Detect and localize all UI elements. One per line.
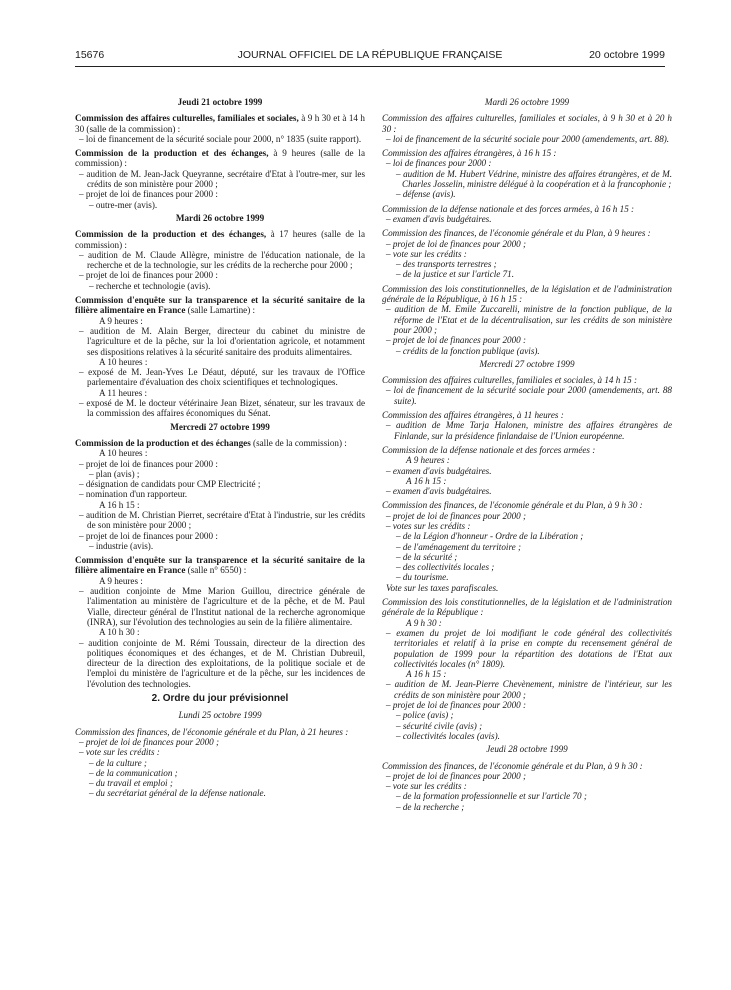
commission-line: Commission des affaires étrangères, à 16 h 15 : (382, 148, 557, 159)
time-line: A 10 heures : (99, 448, 148, 459)
commission-details: (salle de la commission) : (250, 437, 347, 448)
agenda-item: – examen d'avis budgétaires. (386, 486, 492, 497)
commission-line (75, 295, 365, 316)
day-heading: Mardi 26 octobre 1999 (484, 97, 570, 107)
commission-details: (salle Lamartine) : (185, 305, 256, 316)
agenda-item: – examen du projet de loi modifiant le code général des collectivités territoriales et relatif à la prise en compte du recensement général de population de 1999 pour la répartition des dotations de l'Etat aux collectivités locales (n° 1809). (386, 627, 672, 669)
commission-name: Commission de la production et des échanges, (75, 148, 269, 159)
agenda-subitem: – industrie (avis). (89, 540, 154, 551)
time-line: A 16 h 15 : (406, 475, 447, 486)
agenda-subitem: – collectivités locales (avis). (396, 730, 500, 741)
agenda-item: – projet de loi de finances pour 2000 : (79, 458, 218, 469)
agenda-subitem: – du tourisme. (396, 572, 449, 583)
agenda-item: – projet de loi de finances pour 2000 : (386, 335, 527, 346)
agenda-item: – projet de loi de finances pour 2000 ; (386, 770, 527, 781)
agenda-subitem: – des collectivités locales ; (396, 562, 495, 573)
time-line: A 10 h 30 : (99, 627, 140, 638)
commission-line: Commission des finances, de l'économie générale et du Plan, à 9 h 30 : (382, 760, 643, 771)
commission-details: à 17 heures (salle de la commission) : (75, 229, 366, 250)
agenda-subitem: – de la Légion d'honneur - Ordre de la Libération ; (396, 531, 584, 542)
commission-line: Commission des finances, de l'économie générale et du Plan, à 21 heures : (75, 726, 349, 737)
day-heading: Mardi 26 octobre 1999 (175, 212, 265, 223)
agenda-subitem: – de la recherche ; (396, 801, 465, 812)
agenda-item: – désignation de candidats pour CMP Electricité ; (79, 479, 261, 490)
commission-name: Commission de la production et des échanges, (75, 229, 267, 240)
agenda-subitem: – des transports terrestres ; (396, 259, 497, 270)
time-line: A 11 heures : (99, 387, 148, 398)
commission-line: Commission des affaires culturelles, familiales et sociales, à 9 h 30 et à 20 h 30 : (382, 113, 672, 134)
agenda-item: – exposé de M. Jean-Yves Le Déaut, député, sur les travaux de l'Office parlementaire d'évaluation des choix scientifiques et technologiques. (79, 367, 365, 388)
agenda-item: – examen d'avis budgétaires. (386, 465, 492, 476)
page-header (75, 49, 665, 63)
agenda-subitem: – défense (avis). (396, 189, 456, 200)
agenda-item: – projet de loi de finances pour 2000 : (386, 700, 527, 711)
agenda-subitem: – de l'aménagement du territoire ; (396, 541, 522, 552)
commission-name: Commission de la production et des échanges (75, 437, 251, 448)
agenda-item: – loi de financement de la sécurité sociale pour 2000 (amendements, art. 88). (386, 133, 670, 144)
agenda-item: – audition de M. Jean-Pierre Chevènement, ministre de l'intérieur, sur les crédits de son ministère pour 2000 ; (386, 679, 672, 700)
commission-name: Commission d'enquête sur la transparence et la sécurité sanitaire de la filière alimentaire en France (75, 555, 365, 576)
time-line: A 10 heures : (99, 356, 148, 367)
agenda-subitem: – de la formation professionnelle et sur l'article 70 ; (396, 791, 587, 802)
issue-date: 20 octobre 1999 (589, 49, 665, 61)
day-heading: Jeudi 28 octobre 1999 (486, 744, 568, 755)
right-column (382, 94, 672, 812)
commission-name: Commission des affaires culturelles, familiales et sociales, (75, 113, 299, 124)
commission-line (75, 555, 365, 576)
agenda-item: – vote sur les crédits : (386, 781, 467, 792)
agenda-item: – loi de finances pour 2000 : (386, 158, 492, 169)
commission-line: Commission des lois constitutionnelles, de la législation et de l'administration générale de la République, à 16 h 15 : (382, 283, 672, 305)
commission-line: Commission des affaires étrangères, à 11 heures : (382, 410, 564, 421)
agenda-subitem: – de la justice et sur l'article 71. (396, 269, 515, 280)
agenda-subitem: – de la culture ; (89, 757, 147, 768)
commission-line: Commission de la défense nationale et des forces armées : (382, 444, 596, 455)
agenda-subitem: – crédits de la fonction publique (avis). (396, 345, 540, 356)
agenda-item: – examen d'avis budgétaires. (386, 213, 492, 224)
header-rule (75, 66, 665, 67)
agenda-item: – audition de M. Alain Berger, directeur du cabinet du ministre de l'agriculture et de la pêche, sur la loi d'orientation agricole, et notamment ses dispositions relatives à la sécurité sanitaire des produits alimentaires. (79, 325, 365, 357)
agenda-item: – audition conjointe de M. Rémi Toussain, directeur de la direction des politiques économiques et des échanges, et de M. Christian Dubreuil, directeur de la direction des exploitations, de la politique sociale et de l'emploi du ministère de l'agriculture et de la pêche, sur les incidences de l'évolution des technologies. (79, 637, 365, 689)
day-heading: Lundi 25 octobre 1999 (178, 710, 262, 721)
left-column (75, 94, 365, 799)
commission-line: Commission des finances, de l'économie générale et du Plan, à 9 heures : (382, 228, 651, 239)
agenda-item: – loi de financement de la sécurité sociale pour 2000, n° 1835 (suite rapport). (79, 133, 362, 144)
commission-line (75, 438, 365, 448)
agenda-subitem: – de la sécurité ; (396, 551, 458, 562)
commission-line (75, 113, 365, 134)
time-line: A 16 h 15 : (99, 499, 140, 510)
commission-name: Commission d'enquête sur la transparence et la sécurité sanitaire de la filière alimentaire en France (75, 295, 365, 316)
agenda-item: – audition de Mme Tarja Halonen, ministre des affaires étrangères de Finlande, sur la présidence finlandaise de l'Union européenne. (386, 420, 672, 441)
agenda-subitem: – du travail et emploi ; (89, 778, 173, 789)
agenda-subitem: – de la communication ; (89, 767, 178, 778)
agenda-item: – audition de M. Claude Allègre, ministre de l'éducation nationale, de la recherche et de la technologie, sur les crédits de la recherche pour 2000 ; (79, 249, 365, 271)
agenda-item: – audition de M. Jean-Jack Queyranne, secrétaire d'Etat à l'outre-mer, sur les crédits de son ministère pour 2000 ; (79, 168, 365, 190)
day-heading: Jeudi 21 octobre 1999 (177, 97, 263, 107)
agenda-item: – vote sur les crédits : (386, 248, 467, 259)
agenda-item: – projet de loi de finances pour 2000 : (79, 270, 218, 281)
page-number: 15676 (75, 49, 105, 61)
section-heading: 2. Ordre du jour prévisionnel (151, 693, 289, 705)
commission-line: Commission des affaires culturelles, familiales et sociales, à 14 h 15 : (382, 375, 638, 386)
commission-line (75, 148, 365, 169)
commission-line (75, 229, 365, 250)
commission-line: Commission des lois constitutionnelles, de la législation et de l'administration générale de la République : (382, 597, 672, 618)
agenda-item: – audition de M. Christian Pierret, secrétaire d'Etat à l'industrie, sur les crédits de son ministère pour 2000 ; (79, 509, 365, 531)
agenda-item: – projet de loi de finances pour 2000 : (79, 189, 218, 200)
agenda-subitem: – sécurité civile (avis) ; (396, 720, 483, 731)
agenda-subitem: – du secrétariat général de la défense nationale. (89, 788, 266, 799)
journal-title: JOURNAL OFFICIEL DE LA RÉPUBLIQUE FRANÇAISE (237, 49, 503, 61)
agenda-item: – nomination d'un rapporteur. (79, 489, 188, 500)
agenda-item: – projet de loi de finances pour 2000 : (79, 530, 218, 541)
agenda-item: – projet de loi de finances pour 2000 ; (79, 736, 220, 747)
commission-details: (salle n° 6550) : (185, 565, 247, 576)
agenda-subitem: – plan (avis) ; (89, 468, 140, 479)
agenda-item: – audition conjointe de Mme Marion Guillou, directrice générale de l'alimentation au ministère de l'agriculture et de la pêche, et de M. Paul Vialle, directeur général de l'Institut national de la recherche agronomique (INRA), sur l'évolution des technologies au sein de la filière alimentaire. (79, 586, 365, 627)
day-heading: Mercredi 27 octobre 1999 (479, 358, 575, 369)
commission-details: à 9 heures (salle de la commission) : (75, 148, 366, 169)
agenda-item: – exposé de M. le docteur vétérinaire Jean Bizet, sénateur, sur les travaux de la commission des affaires économiques du Sénat. (79, 398, 365, 419)
agenda-subitem: – outre-mer (avis). (89, 199, 158, 210)
time-line: A 9 heures : (99, 315, 143, 326)
day-heading: Mercredi 27 octobre 1999 (170, 421, 270, 432)
agenda-subitem: – recherche et technologie (avis). (89, 280, 211, 291)
time-line: A 16 h 15 : (406, 669, 447, 680)
time-line: A 9 h 30 : (406, 617, 442, 628)
commission-details: à 9 h 30 et à 14 h 30 (salle de la commission) : (75, 113, 365, 134)
agenda-item: – votes sur les crédits : (386, 520, 471, 531)
agenda-item: – projet de loi de finances pour 2000 ; (386, 510, 527, 521)
commission-line: Commission des finances, de l'économie générale et du Plan, à 9 h 30 : (382, 500, 643, 511)
agenda-subitem: – audition de M. Hubert Védrine, ministre des affaires étrangères, et de M. Charles Josselin, ministre délégué à la coopération et à la francophonie ; (396, 168, 672, 190)
time-line: A 9 heures : (406, 455, 450, 466)
agenda-item: – loi de financement de la sécurité sociale pour 2000 (amendements, art. 88 suite). (386, 385, 672, 406)
agenda-item: – vote sur les crédits : (79, 747, 160, 758)
agenda-item: Vote sur les taxes parafiscales. (386, 582, 499, 593)
time-line: A 9 heures : (99, 575, 143, 586)
agenda-item: – audition de M. Emile Zuccarelli, ministre de la fonction publique, de la réforme de l'Etat et de la décentralisation, sur les crédits de son ministère pour 2000 ; (386, 304, 672, 335)
commission-line: Commission de la défense nationale et des forces armées, à 16 h 15 : (382, 203, 635, 214)
agenda-subitem: – police (avis) ; (396, 710, 454, 721)
agenda-item: – projet de loi de finances pour 2000 ; (386, 238, 527, 249)
